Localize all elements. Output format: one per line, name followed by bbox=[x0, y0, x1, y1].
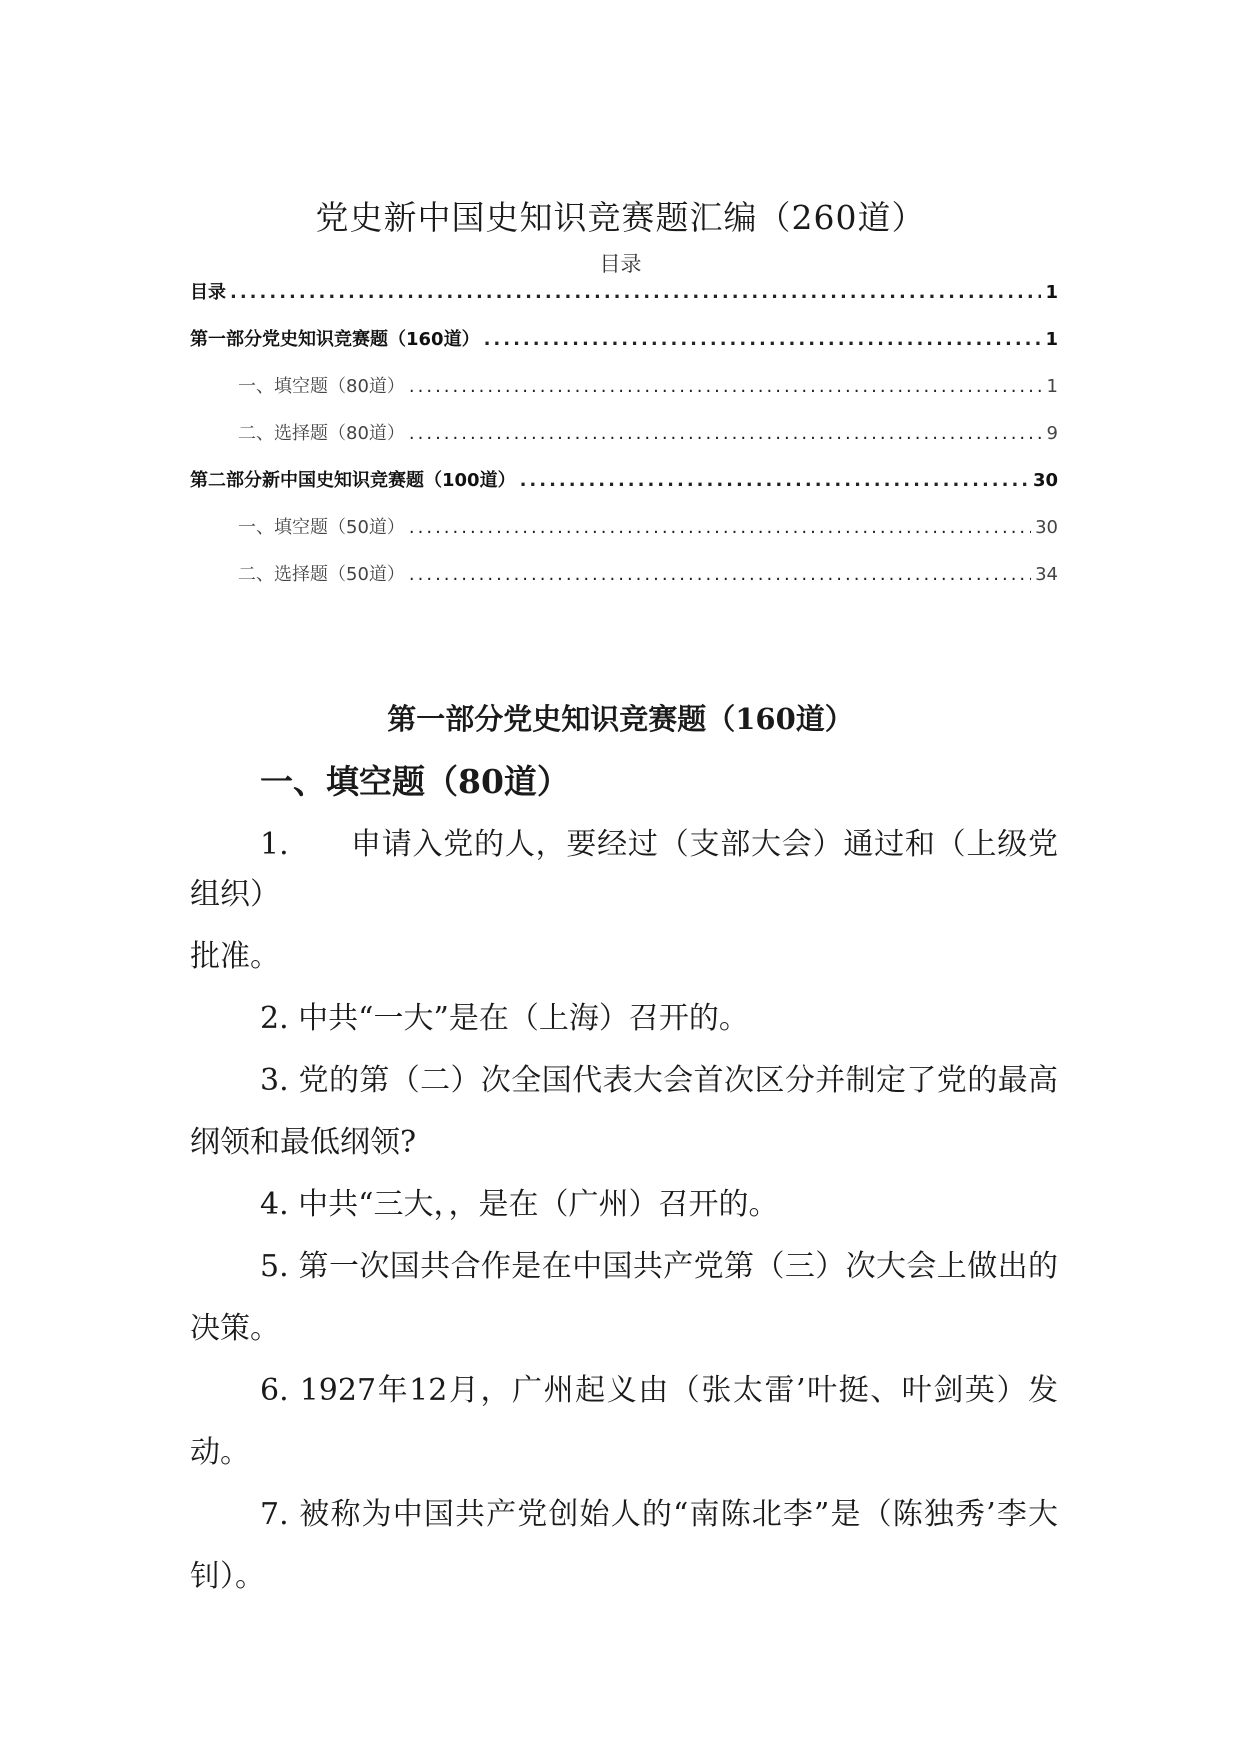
toc-leader-dots bbox=[520, 470, 1029, 491]
toc-entry[interactable] bbox=[190, 466, 1058, 496]
toc-heading: 目录 bbox=[599, 252, 642, 276]
toc-entry[interactable] bbox=[238, 513, 1058, 543]
document-title: 党史新中国史知识竞赛题汇编（260道） bbox=[315, 198, 926, 237]
question-item: 3. 党的第（二）次全国代表大会首次区分并制定了党的最高纲领和最低纲领? bbox=[190, 1063, 1058, 1160]
toc-entry[interactable] bbox=[238, 419, 1058, 449]
toc-leader-dots bbox=[230, 282, 1041, 303]
toc-entry[interactable] bbox=[238, 372, 1058, 402]
toc-entry-page: 30 bbox=[1035, 517, 1058, 538]
part-title: 第一部分党史知识竞赛题（160道） bbox=[387, 702, 854, 736]
question-item: 7. 被称为中国共产党创始人的“南陈北李”是（陈独秀’李大钊）。 bbox=[190, 1497, 1058, 1594]
toc-entry-label: 二、选择题（50道） bbox=[238, 564, 405, 585]
question-list bbox=[190, 820, 1058, 1608]
toc-entry[interactable] bbox=[190, 325, 1058, 355]
question-item: 6. 1927年12月，广州起义由（张太雷’叶挺、叶剑英）发动。 bbox=[190, 1373, 1058, 1470]
section-title: 一、填空题（80道） bbox=[260, 762, 570, 801]
toc-leader-dots bbox=[409, 376, 1043, 397]
toc-entry-label: 一、填空题（80道） bbox=[238, 376, 405, 397]
toc-entry-label: 二、选择题（80道） bbox=[238, 423, 405, 444]
toc-leader-dots bbox=[409, 517, 1031, 538]
toc-entry-page: 1 bbox=[1046, 376, 1058, 397]
toc-entry-page: 1 bbox=[1045, 329, 1058, 350]
toc-entry-page: 34 bbox=[1035, 564, 1058, 585]
toc-entry-label: 目录 bbox=[190, 282, 226, 303]
toc-entry-page: 9 bbox=[1046, 423, 1058, 444]
toc-entry-label: 一、填空题（50道） bbox=[238, 517, 405, 538]
toc-entry[interactable] bbox=[238, 560, 1058, 590]
toc-leader-dots bbox=[484, 329, 1042, 350]
toc-entry[interactable] bbox=[190, 278, 1058, 308]
question-item: 2. 中共“一大”是在（上海）召开的。 bbox=[260, 1001, 749, 1036]
toc-leader-dots bbox=[409, 564, 1031, 585]
question-item: 1. 申请入党的人，要经过（支部大会）通过和（上级党组织） bbox=[190, 827, 1058, 912]
question-item: 4. 中共“三大，，是在（广州）召开的。 bbox=[260, 1187, 779, 1222]
question-item: 5. 第一次国共合作是在中国共产党第（三）次大会上做出的决策。 bbox=[190, 1249, 1058, 1346]
toc-entry-page: 1 bbox=[1045, 282, 1058, 303]
question-item-continuation: 批准。 bbox=[190, 939, 280, 974]
toc-entry-label: 第二部分新中国史知识竞赛题（100道） bbox=[190, 470, 516, 491]
toc-leader-dots bbox=[409, 423, 1043, 444]
toc-entry-label: 第一部分党史知识竞赛题（160道） bbox=[190, 329, 480, 350]
toc-entry-page: 30 bbox=[1032, 470, 1058, 491]
